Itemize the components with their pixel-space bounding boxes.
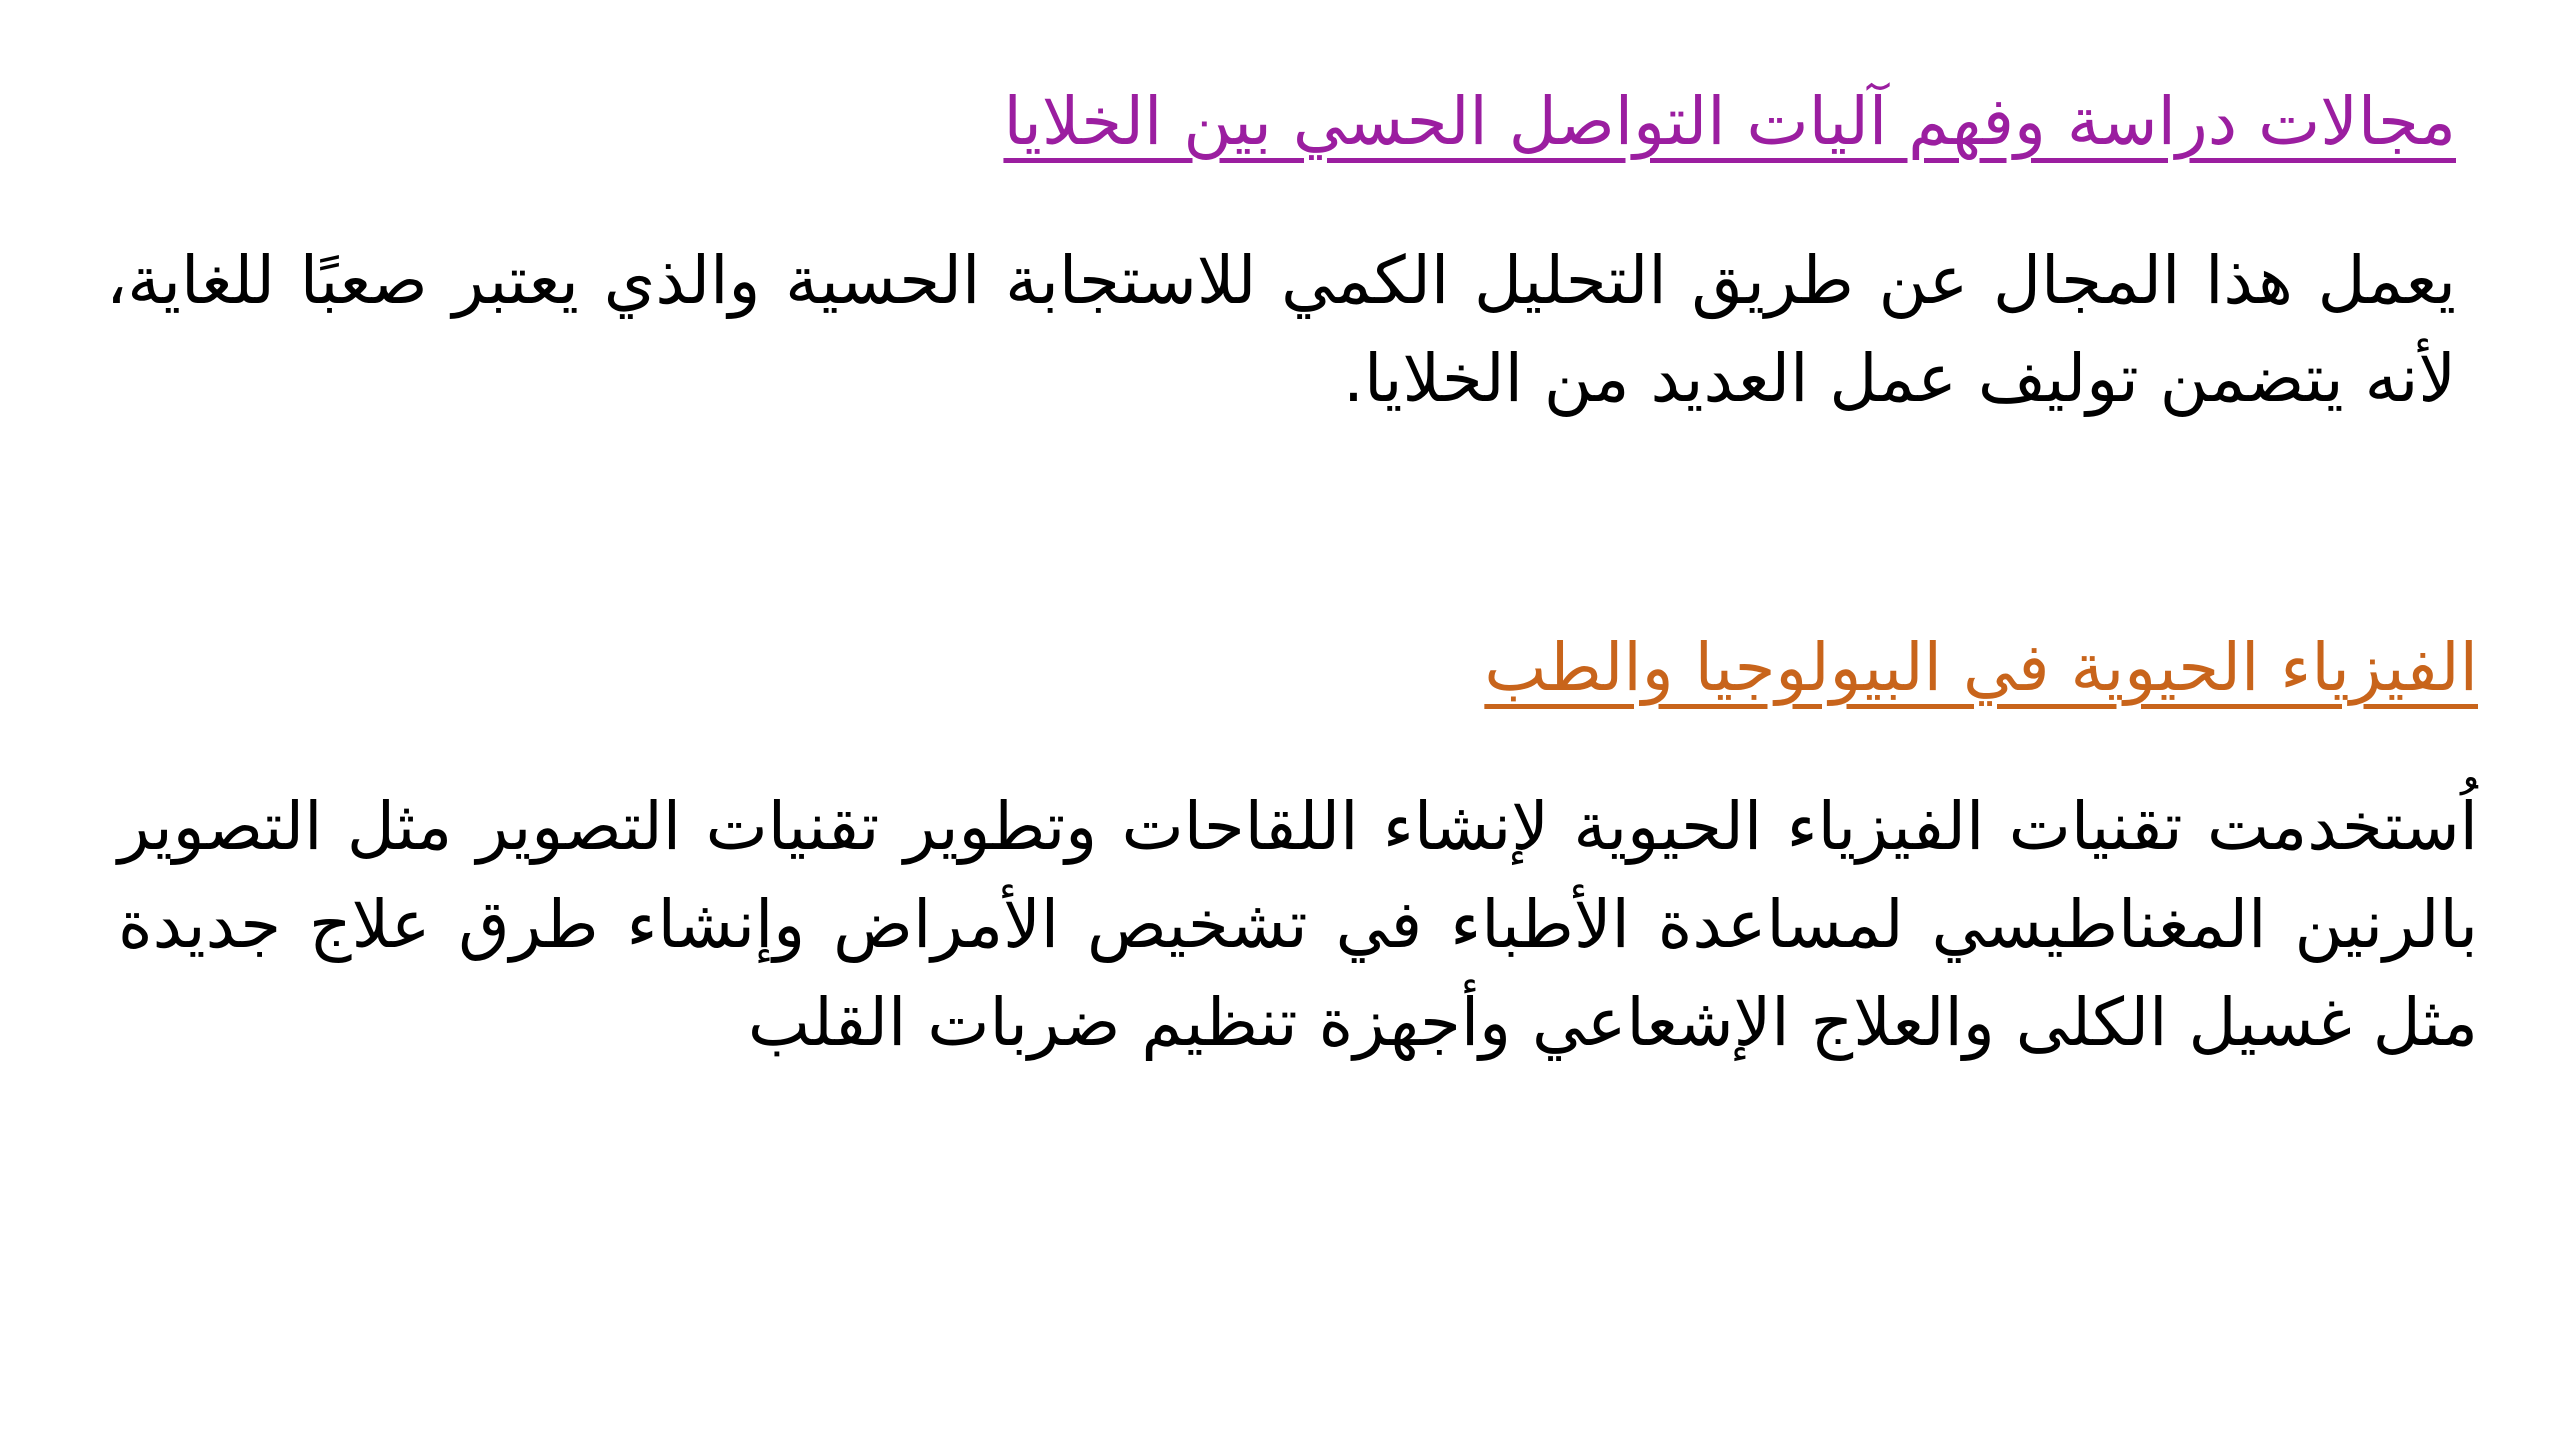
section-heading-biophysics: الفيزياء الحيوية في البيولوجيا والطب: [1484, 629, 2478, 706]
section-body-cell-communication: يعمل هذا المجال عن طريق التحليل الكمي للاستجابة الحسية والذي يعتبر صعبًا للغاية، لأنه يتضمن توليف عمل العديد من الخلايا.: [106, 242, 2456, 417]
section-heading-cell-communication: مجالات دراسة وفهم آليات التواصل الحسي بين الخلايا: [1003, 83, 2456, 160]
section-body-biophysics: اُستخدمت تقنيات الفيزياء الحيوية لإنشاء اللقاحات وتطوير تقنيات التصوير مثل التصوير بالرنين المغناطيسي لمساعدة الأطباء في تشخيص الأمراض وإنشاء طرق علاج جديدة مثل غسيل الكلى والعلاج الإشعاعي وأجهزة تنظيم ضربات القلب: [118, 788, 2478, 1061]
